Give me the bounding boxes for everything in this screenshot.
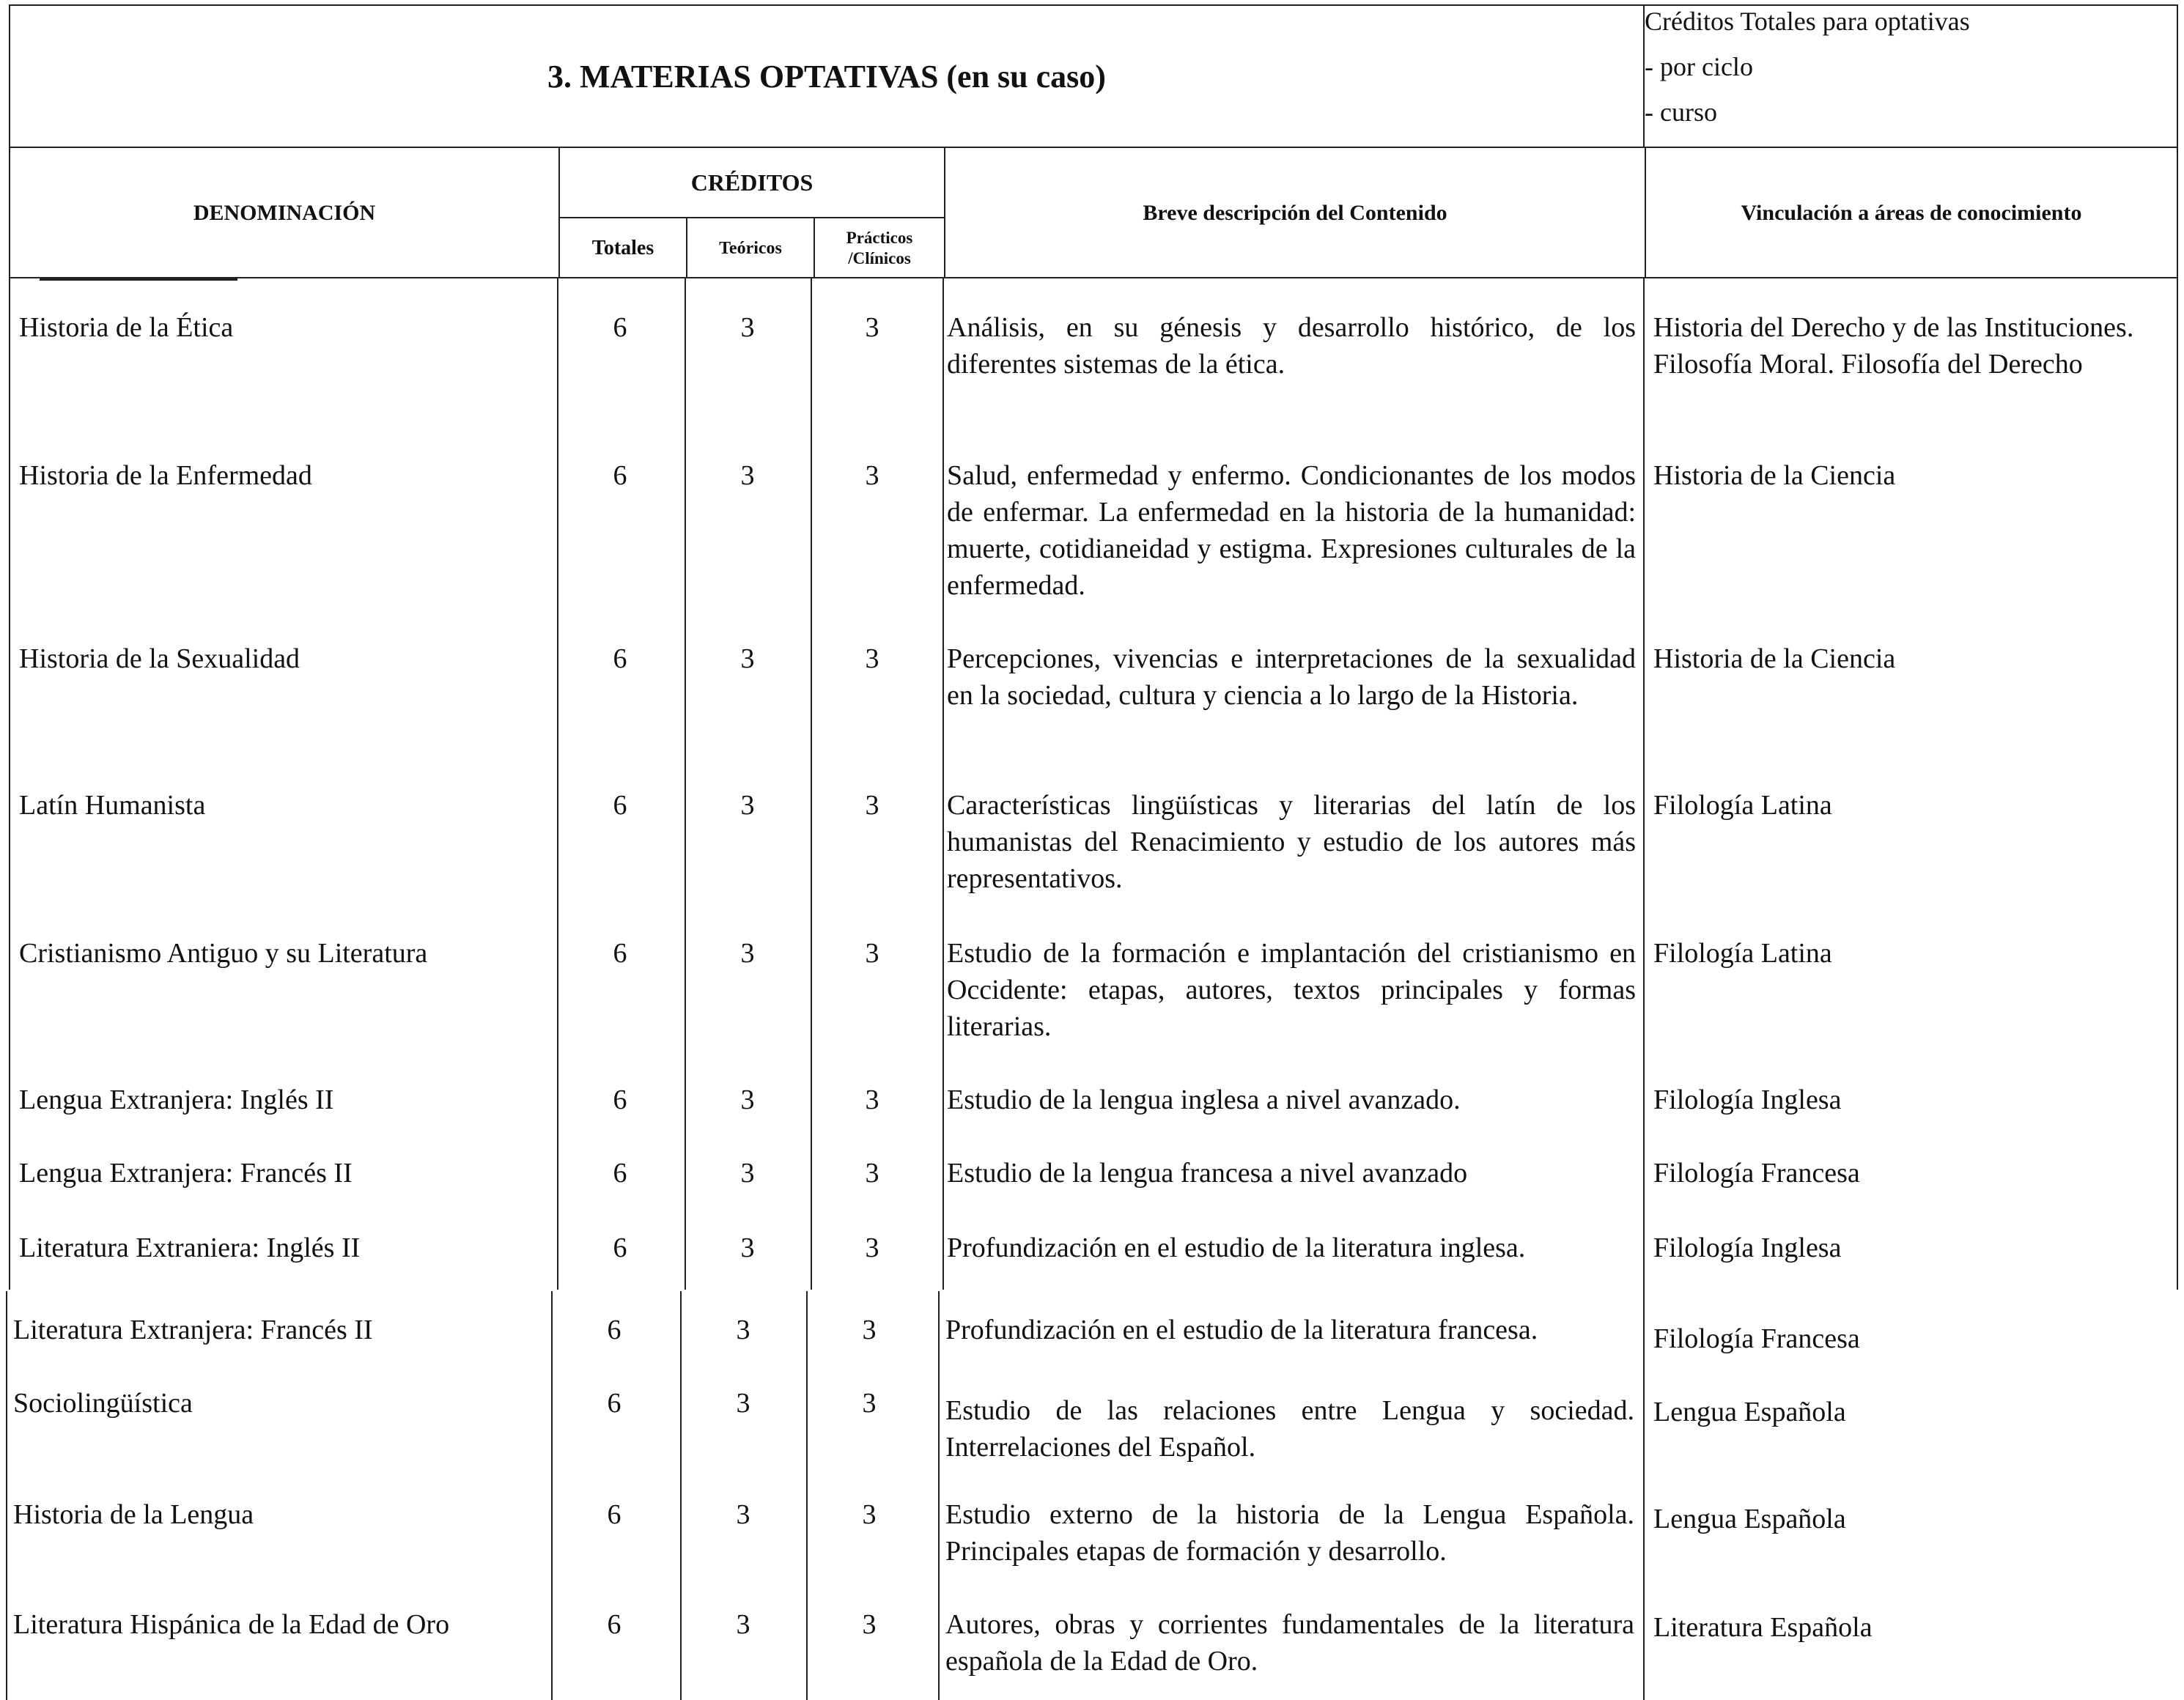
table-body (0, 278, 2184, 1700)
col-practicos: Prácticos /Clínicos (846, 229, 913, 267)
credits-per-cycle: - por ciclo (1645, 52, 1753, 81)
row-area: Filología Inglesa (1653, 1084, 1842, 1115)
row-teoricos: 3 (740, 1232, 755, 1263)
row-area: Filología Francesa (1653, 1158, 1860, 1189)
row-teoricos: 3 (740, 790, 755, 821)
row-totales: 6 (613, 1158, 627, 1189)
row-totales: 6 (607, 1315, 621, 1345)
row-description: Estudio de la lengua francesa a nivel avanzado (947, 1158, 1468, 1189)
credits-title: Créditos Totales para optativas (1645, 7, 1970, 36)
row-practicos: 3 (862, 1499, 877, 1530)
row-description: Percepciones, vivencias e interpretaciones de la sexualidad en la sociedad, cultura y ciencia a lo largo de la Historia. (947, 643, 1636, 711)
row-description: Autores, obras y corrientes fundamentales de la literatura española de la Edad de Oro. (945, 1609, 1634, 1677)
row-practicos: 3 (862, 1609, 877, 1640)
row-practicos: 3 (865, 1158, 879, 1189)
row-area: Lengua Española (1653, 1504, 1846, 1534)
page-title: 3. MATERIAS OPTATIVAS (en su caso) (547, 58, 1106, 95)
col-denominacion: DENOMINACIÓN (193, 201, 376, 225)
row-description: Salud, enfermedad y enfermo. Condicionantes de los modos de enfermar. La enfermedad en la historia de la humanidad: muerte, cotidianeidad y estigma. Expresiones culturales de la enfermedad. (947, 460, 1636, 601)
row-practicos: 3 (865, 643, 879, 674)
row-totales: 6 (607, 1388, 621, 1419)
row-name: Cristianismo Antiguo y su Literatura (19, 938, 428, 969)
col-teoricos: Teóricos (719, 238, 782, 258)
divider (560, 217, 944, 218)
row-totales: 6 (613, 938, 627, 969)
row-practicos: 3 (865, 1232, 879, 1263)
row-area: Lengua Española (1653, 1397, 1846, 1427)
row-totales: 6 (613, 1084, 627, 1115)
row-description: Análisis, en su génesis y desarrollo histórico, de los diferentes sistemas de la ética. (947, 312, 1636, 380)
row-name: Literatura Hispánica de la Edad de Oro (13, 1609, 450, 1640)
col-totales: Totales (591, 237, 654, 259)
col-vinculacion: Vinculación a áreas de conocimiento (1741, 201, 2082, 225)
row-practicos: 3 (865, 790, 879, 821)
row-practicos: 3 (865, 460, 879, 491)
row-totales: 6 (613, 460, 627, 491)
row-name: Literatura Extraniera: Inglés II (19, 1232, 361, 1263)
row-description: Estudio de la lengua inglesa a nivel avanzado. (947, 1084, 1461, 1115)
row-description: Estudio externo de la historia de la Lengua Española. Principales etapas de formación y desarrollo. (945, 1499, 1634, 1567)
col-descripcion: Breve descripción del Contenido (1143, 201, 1447, 225)
row-teoricos: 3 (740, 643, 755, 674)
row-area: Filología Latina (1653, 938, 1832, 969)
row-name: Historia de la Enfermedad (19, 460, 312, 491)
row-name: Lengua Extranjera: Francés II (19, 1158, 353, 1189)
divider (944, 148, 945, 278)
title-cell (10, 6, 1645, 147)
row-area: Historia del Derecho y de las Instituciones. Filosofía Moral. Filosofía del Derecho (1653, 312, 2134, 380)
row-practicos: 3 (865, 938, 879, 969)
row-totales: 6 (613, 643, 627, 674)
row-description: Profundización en el estudio de la literatura inglesa. (947, 1232, 1526, 1263)
row-totales: 6 (607, 1609, 621, 1640)
column-header-row (9, 148, 2178, 278)
credits-box (1645, 0, 2172, 135)
row-teoricos: 3 (740, 312, 755, 343)
row-name: Latín Humanista (19, 790, 206, 821)
row-teoricos: 3 (740, 938, 755, 969)
row-description: Estudio de la formación e implantación del cristianismo en Occidente: etapas, autores, textos principales y formas literarias. (947, 938, 1636, 1042)
row-teoricos: 3 (740, 460, 755, 491)
row-totales: 6 (613, 312, 627, 343)
row-area: Filología Latina (1653, 790, 1832, 821)
row-name: Sociolingüística (13, 1388, 193, 1419)
divider (814, 218, 815, 278)
row-name: Historia de la Ética (19, 312, 234, 343)
row-area: Filología Inglesa (1653, 1232, 1842, 1263)
row-totales: 6 (613, 1232, 627, 1263)
row-teoricos: 3 (736, 1388, 750, 1419)
row-teoricos: 3 (740, 1158, 755, 1189)
row-totales: 6 (613, 790, 627, 821)
row-teoricos: 3 (736, 1609, 750, 1640)
row-practicos: 3 (865, 1084, 879, 1115)
row-teoricos: 3 (736, 1499, 750, 1530)
row-area: Historia de la Ciencia (1653, 643, 1896, 674)
row-name: Historia de la Sexualidad (19, 643, 300, 674)
row-area: Historia de la Ciencia (1653, 460, 1896, 491)
row-area: Filología Francesa (1653, 1323, 1860, 1354)
row-practicos: 3 (862, 1315, 877, 1345)
row-practicos: 3 (862, 1388, 877, 1419)
col-creditos: CRÉDITOS (690, 169, 814, 196)
row-name: Historia de la Lengua (13, 1499, 254, 1530)
row-teoricos: 3 (740, 1084, 755, 1115)
row-description: Características lingüísticas y literarias del latín de los humanistas del Renacimiento y estudio de los autores más representativos. (947, 790, 1636, 894)
divider (686, 218, 687, 278)
row-name: Lengua Extranjera: Inglés II (19, 1084, 334, 1115)
divider (1645, 148, 1646, 278)
row-totales: 6 (607, 1499, 621, 1530)
row-name: Literatura Extranjera: Francés II (13, 1315, 373, 1345)
credits-per-course: - curso (1645, 97, 1717, 127)
row-area: Literatura Española (1653, 1612, 1873, 1643)
row-description: Estudio de las relaciones entre Lengua y sociedad. Interrelaciones del Español. (945, 1395, 1634, 1463)
row-practicos: 3 (865, 312, 879, 343)
row-description: Profundización en el estudio de la literatura francesa. (945, 1315, 1538, 1345)
divider (558, 148, 560, 278)
row-teoricos: 3 (736, 1315, 750, 1345)
